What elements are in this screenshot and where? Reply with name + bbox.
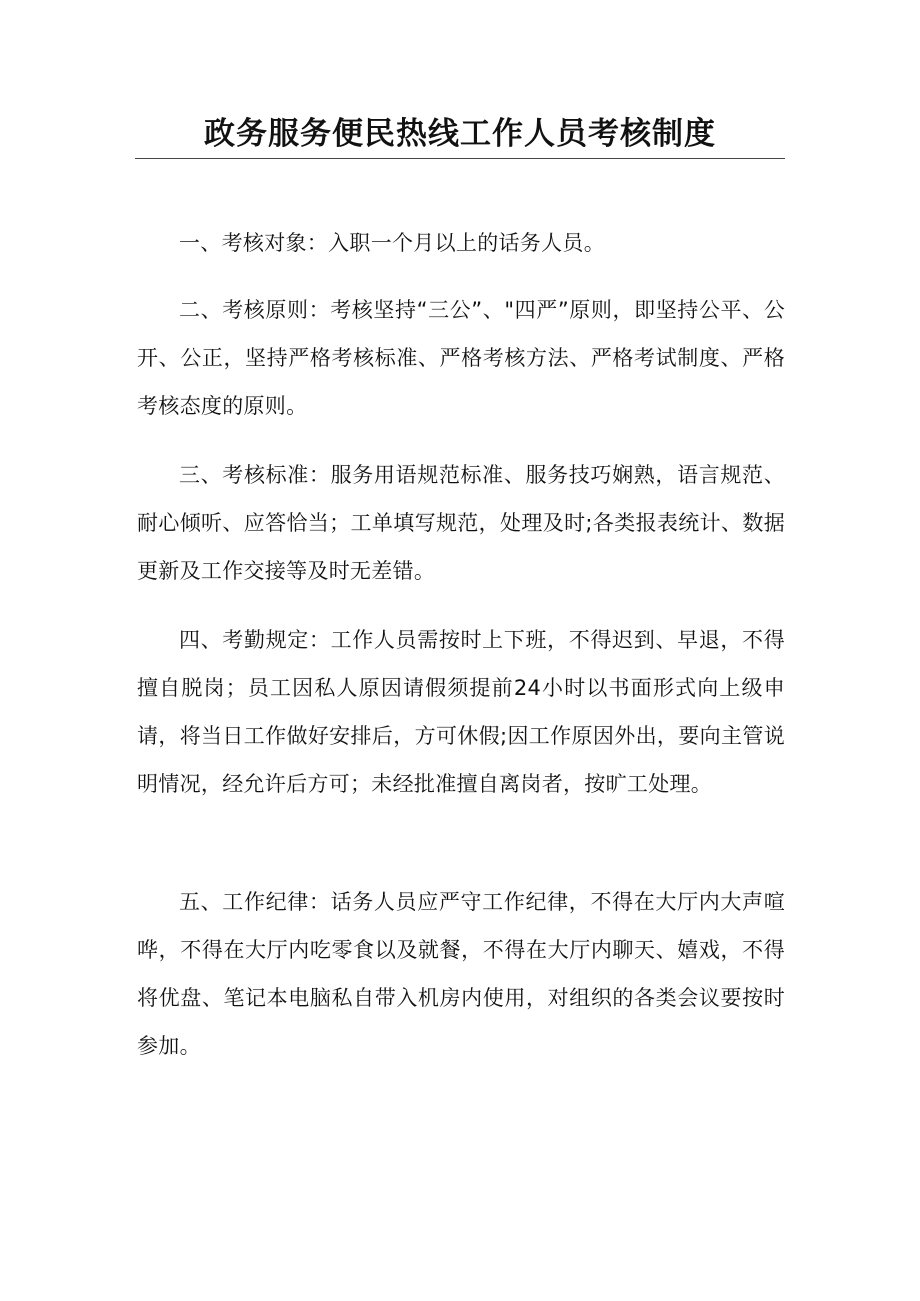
paragraph-assessment-standard: 三、考核标准：服务用语规范标准、服务技巧娴熟，语言规范、耐心倾听、应答恰当；工单填写规范，处理及时;各类报表统计、数据更新及工作交接等及时无差错。 bbox=[137, 463, 785, 583]
title-underline bbox=[135, 158, 785, 159]
paragraph-attendance-rules: 四、考勤规定：工作人员需按时上下班，不得迟到、早退，不得擅自脱岗；员工因私人原因请假须提前24小时以书面形式向上级申请，将当日工作做好安排后，方可休假;因工作原因外出，要向主管说明情况，经允许后方可；未经批准擅自离岗者，按旷工处理。 bbox=[137, 628, 785, 796]
paragraph-work-discipline: 五、工作纪律：话务人员应严守工作纪律，不得在大厅内大声喧哗，不得在大厅内吃零食以及就餐，不得在大厅内聊天、嬉戏，不得将优盘、笔记本电脑私自带入机房内使用，对组织的各类会议要按时参加。 bbox=[137, 890, 785, 1058]
paragraph-assessment-target: 一、考核对象：入职一个月以上的话务人员。 bbox=[179, 231, 605, 255]
paragraph-assessment-principle: 二、考核原则：考核坚持“三公”、"四严”原则，即坚持公平、公开、公正，坚持严格考核标准、严格考核方法、严格考试制度、严格考核态度的原则。 bbox=[137, 298, 785, 418]
document-title: 政务服务便民热线工作人员考核制度 bbox=[204, 116, 716, 152]
